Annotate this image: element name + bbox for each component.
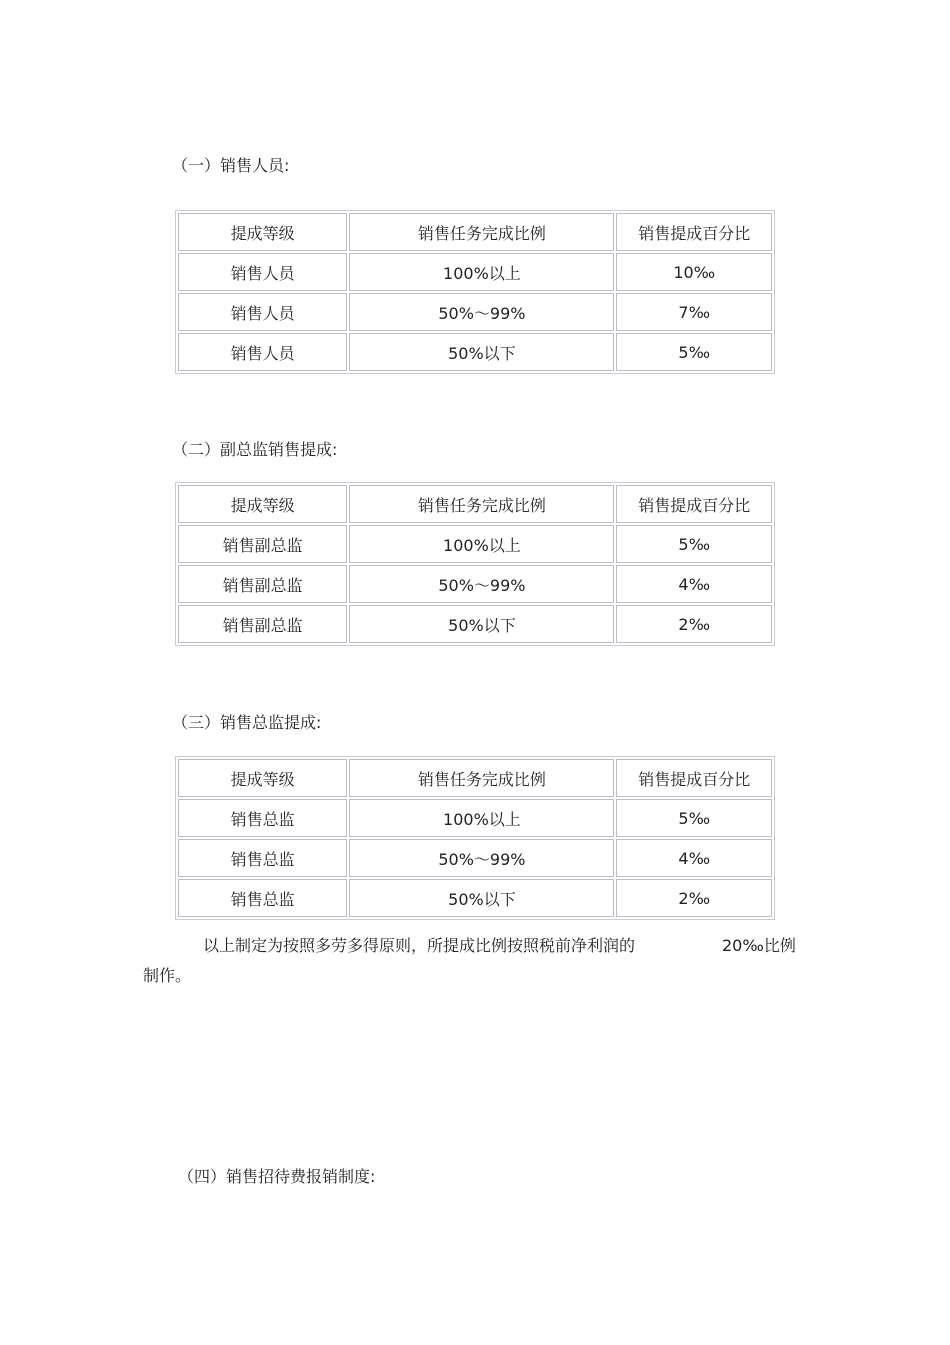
- commission-table-deputy-director: [175, 482, 775, 646]
- cell-level: 销售副总监: [178, 565, 347, 603]
- header-cell-level: 提成等级: [178, 213, 347, 251]
- header-cell-level: 提成等级: [178, 485, 347, 523]
- cell-level: 销售总监: [178, 799, 347, 837]
- cell-completion: 50%以下: [349, 879, 614, 917]
- table-row: [178, 799, 772, 837]
- section-4-heading: （四）销售招待费报销制度:: [178, 1167, 376, 1186]
- commission-table-director: [175, 756, 775, 920]
- note-line-2: 制作。: [143, 966, 192, 985]
- cell-level: 销售人员: [178, 293, 347, 331]
- cell-completion: 100%以上: [349, 799, 614, 837]
- table-header-row: [178, 759, 772, 797]
- cell-completion: 50%～99%: [349, 839, 614, 877]
- section-2-heading: （二）副总监销售提成:: [172, 440, 338, 459]
- cell-level: 销售人员: [178, 333, 347, 371]
- table-row: [178, 253, 772, 291]
- cell-completion: 50%以下: [349, 605, 614, 643]
- note-value: 20‰比例: [722, 936, 796, 955]
- header-cell-level: 提成等级: [178, 759, 347, 797]
- cell-percentage: 2‰: [616, 605, 772, 643]
- table-row: [178, 839, 772, 877]
- cell-percentage: 4‰: [616, 839, 772, 877]
- cell-completion: 50%以下: [349, 333, 614, 371]
- table-row: [178, 605, 772, 643]
- table-row: [178, 333, 772, 371]
- cell-percentage: 5‰: [616, 333, 772, 371]
- table-row: [178, 879, 772, 917]
- cell-level: 销售人员: [178, 253, 347, 291]
- cell-completion: 100%以上: [349, 253, 614, 291]
- header-cell-percentage: 销售提成百分比: [616, 485, 772, 523]
- table-header-row: [178, 485, 772, 523]
- header-cell-completion: 销售任务完成比例: [349, 213, 614, 251]
- section-3-heading: （三）销售总监提成:: [172, 713, 322, 732]
- table-row: [178, 525, 772, 563]
- table-header-row: [178, 213, 772, 251]
- note-line-1: 以上制定为按照多劳多得原则，所提成比例按照税前净利润的: [203, 936, 636, 955]
- header-cell-percentage: 销售提成百分比: [616, 759, 772, 797]
- commission-table-sales-staff: [175, 210, 775, 374]
- cell-completion: 50%～99%: [349, 293, 614, 331]
- cell-percentage: 2‰: [616, 879, 772, 917]
- cell-percentage: 7‰: [616, 293, 772, 331]
- cell-percentage: 4‰: [616, 565, 772, 603]
- cell-completion: 100%以上: [349, 525, 614, 563]
- cell-level: 销售总监: [178, 879, 347, 917]
- cell-percentage: 5‰: [616, 799, 772, 837]
- cell-level: 销售副总监: [178, 525, 347, 563]
- cell-level: 销售副总监: [178, 605, 347, 643]
- section-1-heading: （一）销售人员:: [172, 156, 290, 175]
- cell-completion: 50%～99%: [349, 565, 614, 603]
- header-cell-percentage: 销售提成百分比: [616, 213, 772, 251]
- header-cell-completion: 销售任务完成比例: [349, 759, 614, 797]
- header-cell-completion: 销售任务完成比例: [349, 485, 614, 523]
- cell-level: 销售总监: [178, 839, 347, 877]
- table-row: [178, 293, 772, 331]
- cell-percentage: 10‰: [616, 253, 772, 291]
- table-row: [178, 565, 772, 603]
- cell-percentage: 5‰: [616, 525, 772, 563]
